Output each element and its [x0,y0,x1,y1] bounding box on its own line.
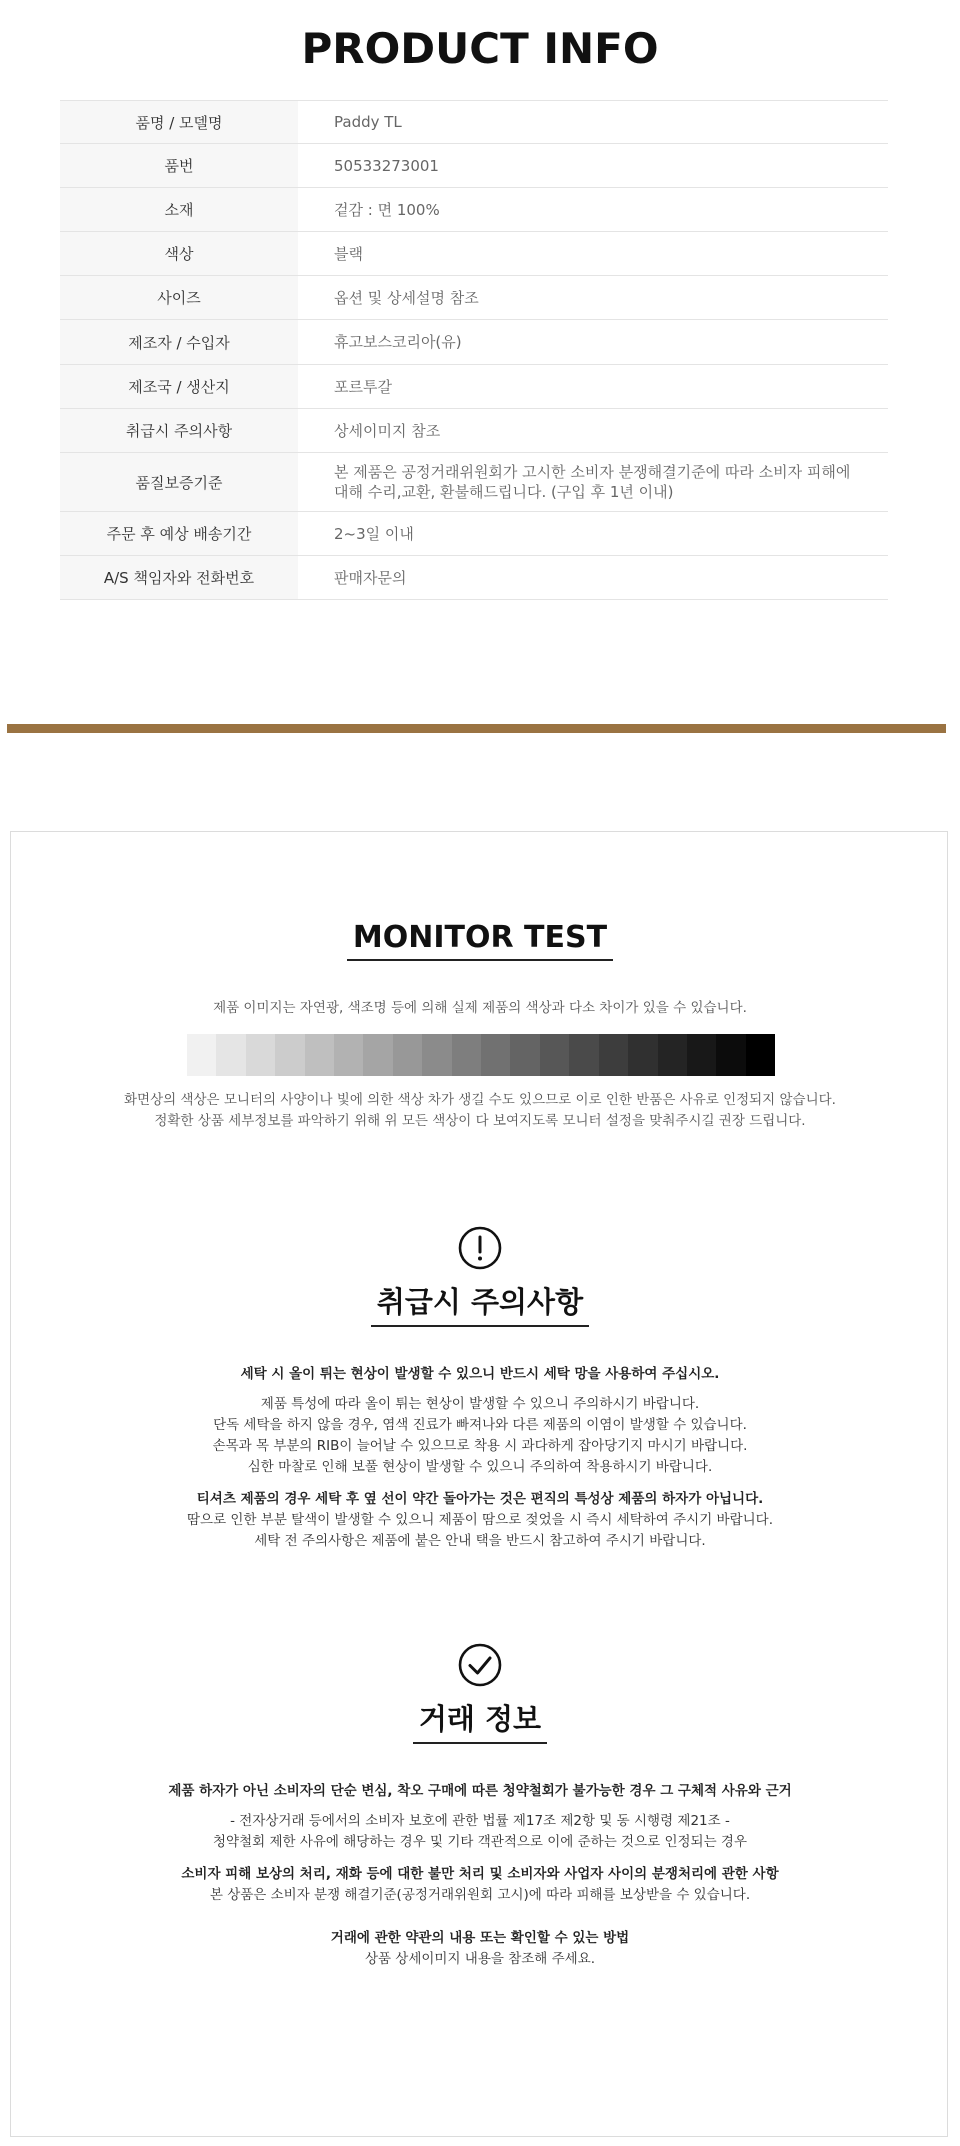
grayscale-test-bar [187,1034,775,1076]
gray-swatch [746,1034,775,1076]
gray-swatch [216,1034,245,1076]
gray-swatch [540,1034,569,1076]
table-row [60,365,888,409]
trade-title-text: 거래 정보 [413,1697,547,1744]
product-info-title: PRODUCT INFO [301,24,659,73]
table-row [60,320,888,365]
gray-swatch [363,1034,392,1076]
table-row [60,232,888,276]
trade-line: 본 상품은 소비자 분쟁 해결기준(공정거래위원회 고시)에 따라 피해를 보상받을 수 있습니다. [209,1887,751,1903]
gray-swatch [716,1034,745,1076]
trade-heading-2: 소비자 피해 보상의 처리, 재화 등에 대한 불만 처리 및 소비자와 사업자 사이의 분쟁처리에 관한 사항 [181,1866,779,1882]
row-label: 품번 [60,144,298,188]
care-line: 단독 세탁을 하지 않을 경우, 염색 진료가 빠져나와 다른 제품의 이염이 발생할 수 있습니다. [213,1417,747,1433]
gray-swatch [452,1034,481,1076]
row-label: 품질보증기준 [60,453,298,512]
care-title [0,1280,960,1327]
row-label: 사이즈 [60,276,298,320]
row-value: Paddy TL [298,101,888,144]
gray-swatch [658,1034,687,1076]
monitor-test-title [0,920,960,961]
gray-swatch [569,1034,598,1076]
table-row [60,556,888,600]
row-value: 판매자문의 [298,556,888,600]
row-value: 상세이미지 참조 [298,409,888,453]
row-value: 겉감 : 면 100% [298,188,888,232]
gray-swatch [393,1034,422,1076]
row-label: 색상 [60,232,298,276]
checkmark-circle-icon [457,1642,503,1688]
care-heading-2: 티셔츠 제품의 경우 세탁 후 옆 선이 약간 돌아가는 것은 편직의 특성상 제품의 하자가 아닙니다. [196,1491,764,1507]
row-value: 본 제품은 공정거래위원회가 고시한 소비자 분쟁해결기준에 따라 소비자 피해에 대해 수리,교환, 환불해드립니다. (구입 후 1년 이내) [298,453,888,512]
gray-swatch [246,1034,275,1076]
gray-swatch [275,1034,304,1076]
table-row [60,101,888,144]
table-row [60,276,888,320]
row-label: 주문 후 예상 배송기간 [60,512,298,556]
gray-swatch [599,1034,628,1076]
care-line: 땀으로 인한 부분 탈색이 발생할 수 있으니 제품이 땀으로 젖었을 시 즉시 세탁하여 주시기 바랍니다. [186,1512,773,1528]
product-info-table [60,100,888,600]
row-label: 소재 [60,188,298,232]
care-line: 심한 마찰로 인해 보풀 현상이 발생할 수 있으니 주의하여 착용하시기 바랍니다. [247,1459,713,1475]
care-line: 제품 특성에 따라 올이 튀는 현상이 발생할 수 있으니 주의하시기 바랍니다. [260,1396,700,1412]
gray-swatch [422,1034,451,1076]
trade-line: 상품 상세이미지 내용을 참조해 주세요. [364,1951,596,1967]
row-label: 제조국 / 생산지 [60,365,298,409]
care-line: 손목과 목 부분의 RIB이 늘어날 수 있으므로 착용 시 과다하게 잡아당기지 마시기 바랍니다. [212,1438,748,1454]
row-value: 2~3일 이내 [298,512,888,556]
row-value: 옵션 및 상세설명 참조 [298,276,888,320]
trade-line: 청약철회 제한 사유에 해당하는 경우 및 기타 객관적으로 이에 준하는 것으로 인정되는 경우 [212,1834,747,1850]
exclamation-circle-icon [457,1225,503,1271]
row-value: 50533273001 [298,144,888,188]
trade-title [0,1697,960,1744]
section-divider [7,724,946,733]
monitor-test-note-1: 화면상의 색상은 모니터의 사양이나 빛에 의한 색상 차가 생길 수도 있으므로 이로 인한 반품은 사유로 인정되지 않습니다. [124,1092,836,1108]
row-label: A/S 책임자와 전화번호 [60,556,298,600]
care-line: 세탁 전 주의사항은 제품에 붙은 안내 택을 반드시 참고하여 주시기 바랍니다. [254,1533,706,1549]
row-value: 휴고보스코리아(유) [298,320,888,365]
table-row [60,188,888,232]
gray-swatch [687,1034,716,1076]
row-value: 포르투갈 [298,365,888,409]
table-row [60,453,888,512]
trade-heading-3: 거래에 관한 약관의 내용 또는 확인할 수 있는 방법 [330,1930,630,1946]
trade-line: - 전자상거래 등에서의 소비자 보호에 관한 법률 제17조 제2항 및 동 시행령 제21조 - [230,1813,730,1829]
row-label: 품명 / 모델명 [60,101,298,144]
monitor-test-title-text: MONITOR TEST [347,920,613,961]
table-row [60,512,888,556]
monitor-test-note-2: 정확한 상품 세부정보를 파악하기 위해 위 모든 색상이 다 보여지도록 모니터 설정을 맞춰주시길 권장 드립니다. [154,1113,806,1129]
gray-swatch [510,1034,539,1076]
row-label: 취급시 주의사항 [60,409,298,453]
row-label: 제조자 / 수입자 [60,320,298,365]
care-title-text: 취급시 주의사항 [371,1280,589,1327]
care-heading-1: 세탁 시 올이 튀는 현상이 발생할 수 있으니 반드시 세탁 망을 사용하여 주십시오. [240,1366,720,1382]
gray-swatch [187,1034,216,1076]
monitor-test-intro: 제품 이미지는 자연광, 색조명 등에 의해 실제 제품의 색상과 다소 차이가 있을 수 있습니다. [213,1000,747,1016]
gray-swatch [305,1034,334,1076]
table-row [60,144,888,188]
trade-heading-1: 제품 하자가 아닌 소비자의 단순 변심, 착오 구매에 따른 청약철회가 불가능한 경우 그 구체적 사유와 근거 [168,1783,792,1799]
gray-swatch [481,1034,510,1076]
gray-swatch [334,1034,363,1076]
table-row [60,409,888,453]
gray-swatch [628,1034,657,1076]
row-value: 블랙 [298,232,888,276]
